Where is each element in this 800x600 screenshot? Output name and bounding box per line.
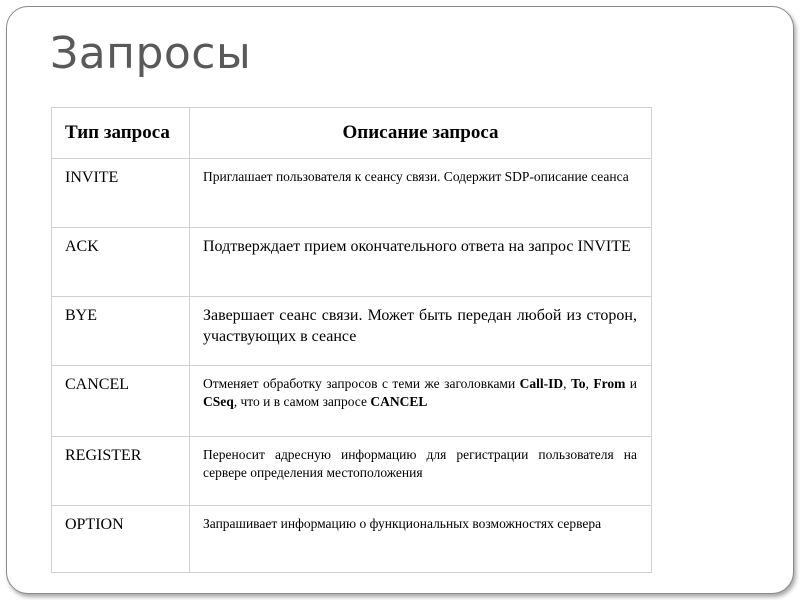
request-cancel: CANCEL xyxy=(370,393,428,409)
header-request-description: Описание запроса xyxy=(190,108,652,159)
request-description-cell: Завершает сеанс связи. Может быть передан любой из сторон, участвующих в сеансе xyxy=(190,297,652,366)
desc-text: , что и в самом запросе xyxy=(233,393,371,409)
table-row xyxy=(52,366,652,437)
desc-text: и xyxy=(625,376,637,391)
requests-table xyxy=(51,107,652,573)
request-type-cell: CANCEL xyxy=(52,366,190,437)
request-type-cell: BYE xyxy=(52,297,190,366)
slide-title: Запросы xyxy=(50,28,252,79)
request-description-cell: Подтверждает прием окончательного ответа на запрос INVITE xyxy=(190,228,652,297)
request-type-cell: INVITE xyxy=(52,159,190,228)
desc-text: Отменяет обработку запросов с теми же заголовками xyxy=(203,376,520,391)
header-callid: Call-ID xyxy=(519,376,564,391)
desc-text: , xyxy=(585,376,594,391)
table-row xyxy=(52,437,652,506)
request-type-cell: OPTION xyxy=(52,506,190,573)
table-row xyxy=(52,297,652,366)
request-type-cell: REGISTER xyxy=(52,437,190,506)
request-description-cell: Переносит адресную информацию для регистрации пользователя на сервере определения местоположения xyxy=(190,437,652,506)
request-description-cell xyxy=(190,366,652,437)
header-cseq: CSeq xyxy=(203,393,234,409)
header-from: From xyxy=(593,376,626,391)
request-description-cell: Запрашивает информацию о функциональных возможностях сервера xyxy=(190,506,652,573)
table-row xyxy=(52,159,652,228)
table-header-row xyxy=(52,108,652,159)
table-row xyxy=(52,506,652,573)
desc-text: , xyxy=(563,376,571,391)
header-request-type: Тип запроса xyxy=(52,108,190,159)
request-type-cell: ACK xyxy=(52,228,190,297)
request-description-cell: Приглашает пользователя к сеансу связи. Содержит SDP-описание сеанса xyxy=(190,159,652,228)
header-to: To xyxy=(570,376,586,391)
table-row xyxy=(52,228,652,297)
